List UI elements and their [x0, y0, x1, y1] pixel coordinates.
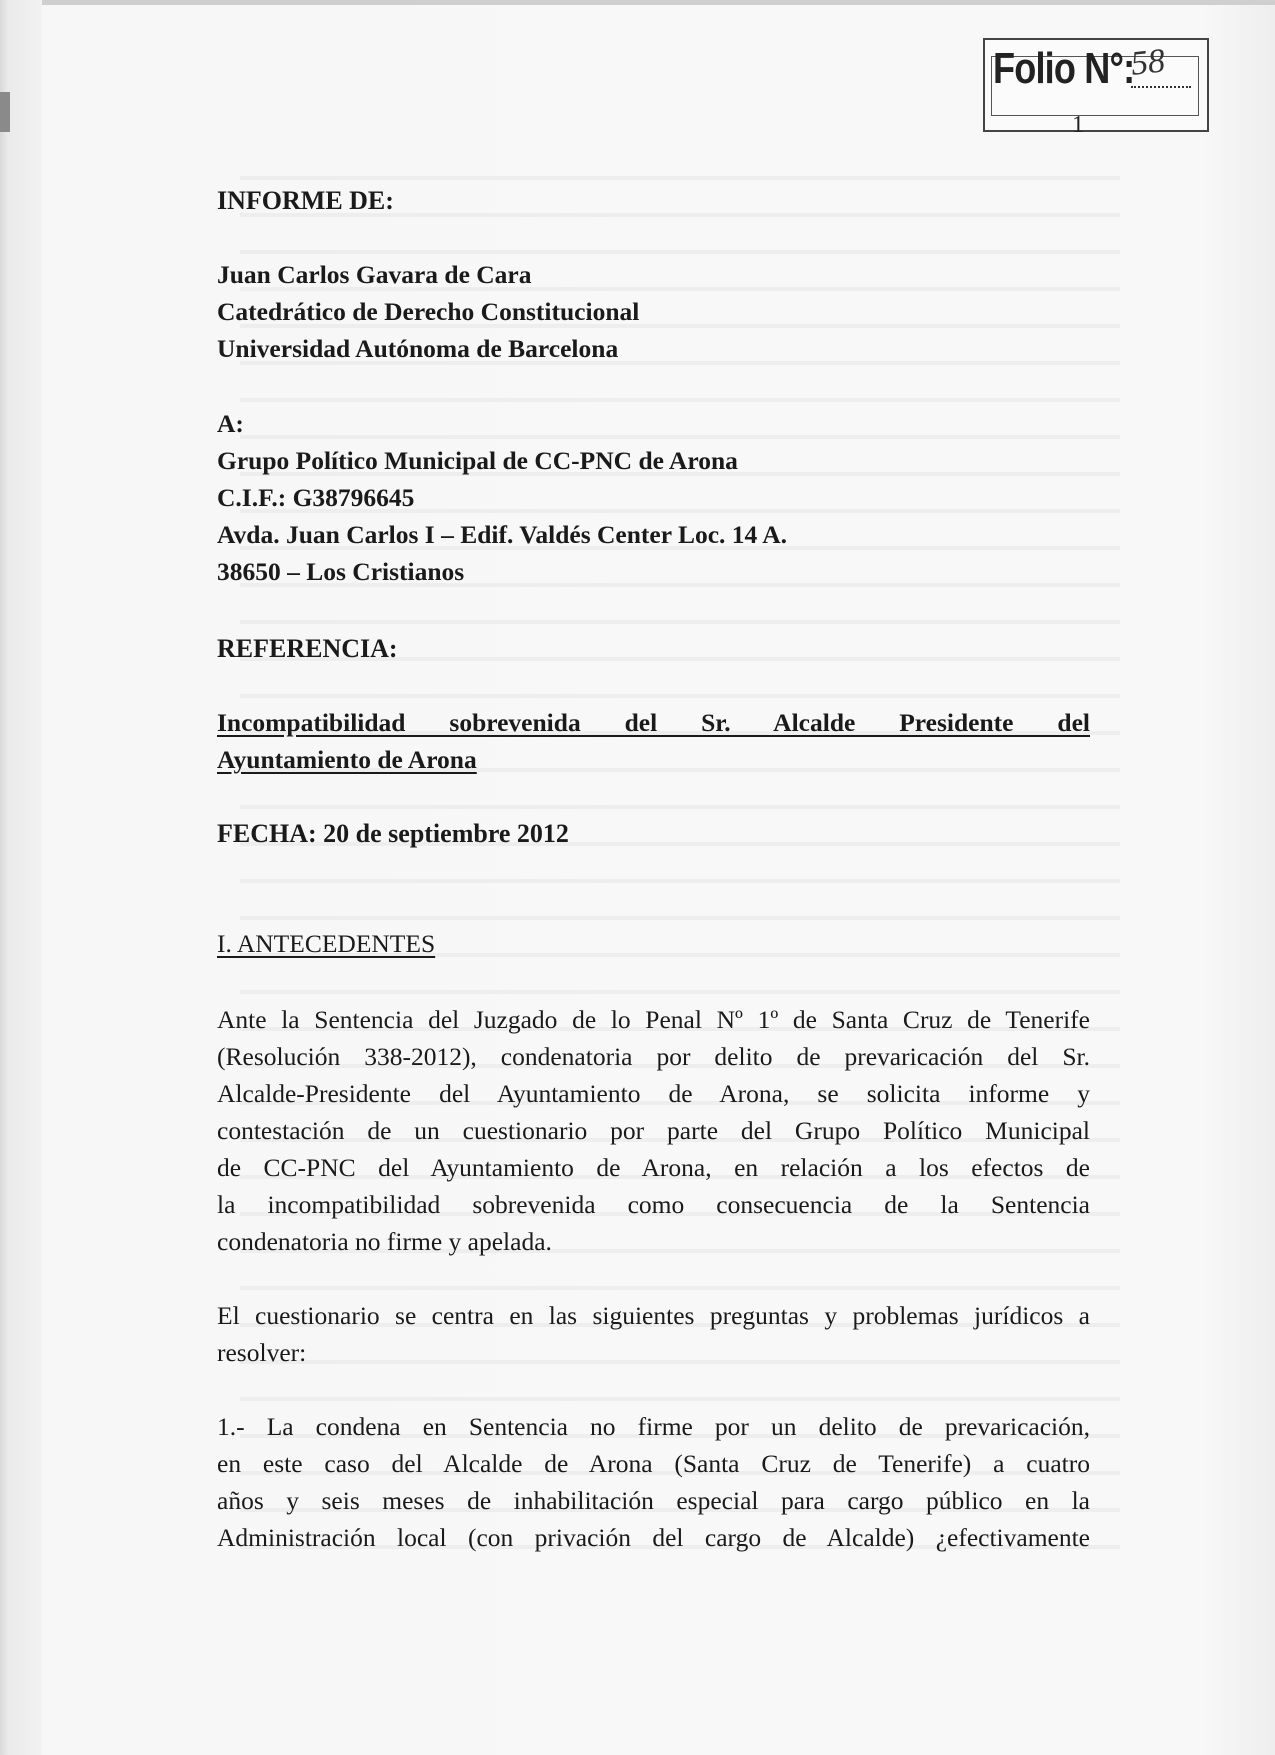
referencia-block [217, 630, 398, 667]
folio-dotted-line [1131, 86, 1191, 88]
informe-label: INFORME DE: [217, 186, 394, 215]
referencia-label: REFERENCIA: [217, 634, 398, 663]
paragraph-line: Alcalde-Presidente del Ayuntamiento de Arona, se solicita informe y [217, 1079, 1090, 1108]
paragraph-line: El cuestionario se centra en las siguientes preguntas y problemas jurídicos a [217, 1301, 1090, 1330]
paragraph-question-1 [217, 1408, 1090, 1556]
recipient-name: Grupo Político Municipal de CC-PNC de Arona [217, 446, 738, 475]
folio-stamp [983, 38, 1209, 132]
header-block [217, 182, 394, 219]
paragraph-antecedentes [217, 1001, 1090, 1260]
paragraph-line: en este caso del Alcalde de Arona (Santa Cruz de Tenerife) a cuatro [217, 1449, 1090, 1478]
recipient-block [217, 405, 787, 590]
author-block [217, 256, 639, 367]
paragraph-line: Administración local (con privación del cargo de Alcalde) ¿efectivamente [217, 1523, 1090, 1552]
paragraph-line: 1.- La condena en Sentencia no firme por un delito de prevaricación, [217, 1412, 1090, 1441]
author-title: Catedrático de Derecho Constitucional [217, 297, 640, 326]
paragraph-line: de CC-PNC del Ayuntamiento de Arona, en relación a los efectos de [217, 1153, 1090, 1182]
paragraph-line: (Resolución 338-2012), condenatoria por delito de prevaricación del Sr. [217, 1042, 1090, 1071]
fecha: FECHA: 20 de septiembre 2012 [217, 819, 569, 848]
folio-number: 58 [1129, 42, 1167, 83]
section-title: I. ANTECEDENTES [217, 929, 436, 958]
paragraph-line: contestación de un cuestionario por parte del Grupo Político Municipal [217, 1116, 1090, 1145]
scan-top-edge [0, 0, 1275, 5]
author-university: Universidad Autónoma de Barcelona [217, 334, 619, 363]
referencia-line: Ayuntamiento de Arona [217, 745, 477, 774]
scan-mark [0, 92, 10, 132]
paragraph-line: años y seis meses de inhabilitación especial para cargo público en la [217, 1486, 1090, 1515]
section-heading [217, 925, 435, 962]
referencia-text [217, 704, 1090, 778]
paragraph-line: condenatoria no firme y apelada. [217, 1227, 552, 1256]
to-label: A: [217, 409, 244, 438]
scan-left-edge [0, 0, 42, 1755]
paragraph-line: Ante la Sentencia del Juzgado de lo Penal Nº 1º de Santa Cruz de Tenerife [217, 1005, 1090, 1034]
paragraph-line: resolver: [217, 1338, 307, 1367]
paragraph-cuestionario [217, 1297, 1090, 1371]
fecha-block [217, 815, 569, 852]
folio-label: Folio N°: [993, 44, 1135, 93]
paragraph-line: la incompatibilidad sobrevenida como consecuencia de la Sentencia [217, 1190, 1090, 1219]
author-name: Juan Carlos Gavara de Cara [217, 260, 532, 289]
recipient-city: 38650 – Los Cristianos [217, 557, 465, 586]
referencia-line: Incompatibilidad sobrevenida del Sr. Alcalde Presidente del [217, 708, 1090, 737]
page-number: 1 [1072, 112, 1084, 138]
recipient-address: Avda. Juan Carlos I – Edif. Valdés Center Loc. 14 A. [217, 520, 788, 549]
recipient-cif: C.I.F.: G38796645 [217, 483, 415, 512]
